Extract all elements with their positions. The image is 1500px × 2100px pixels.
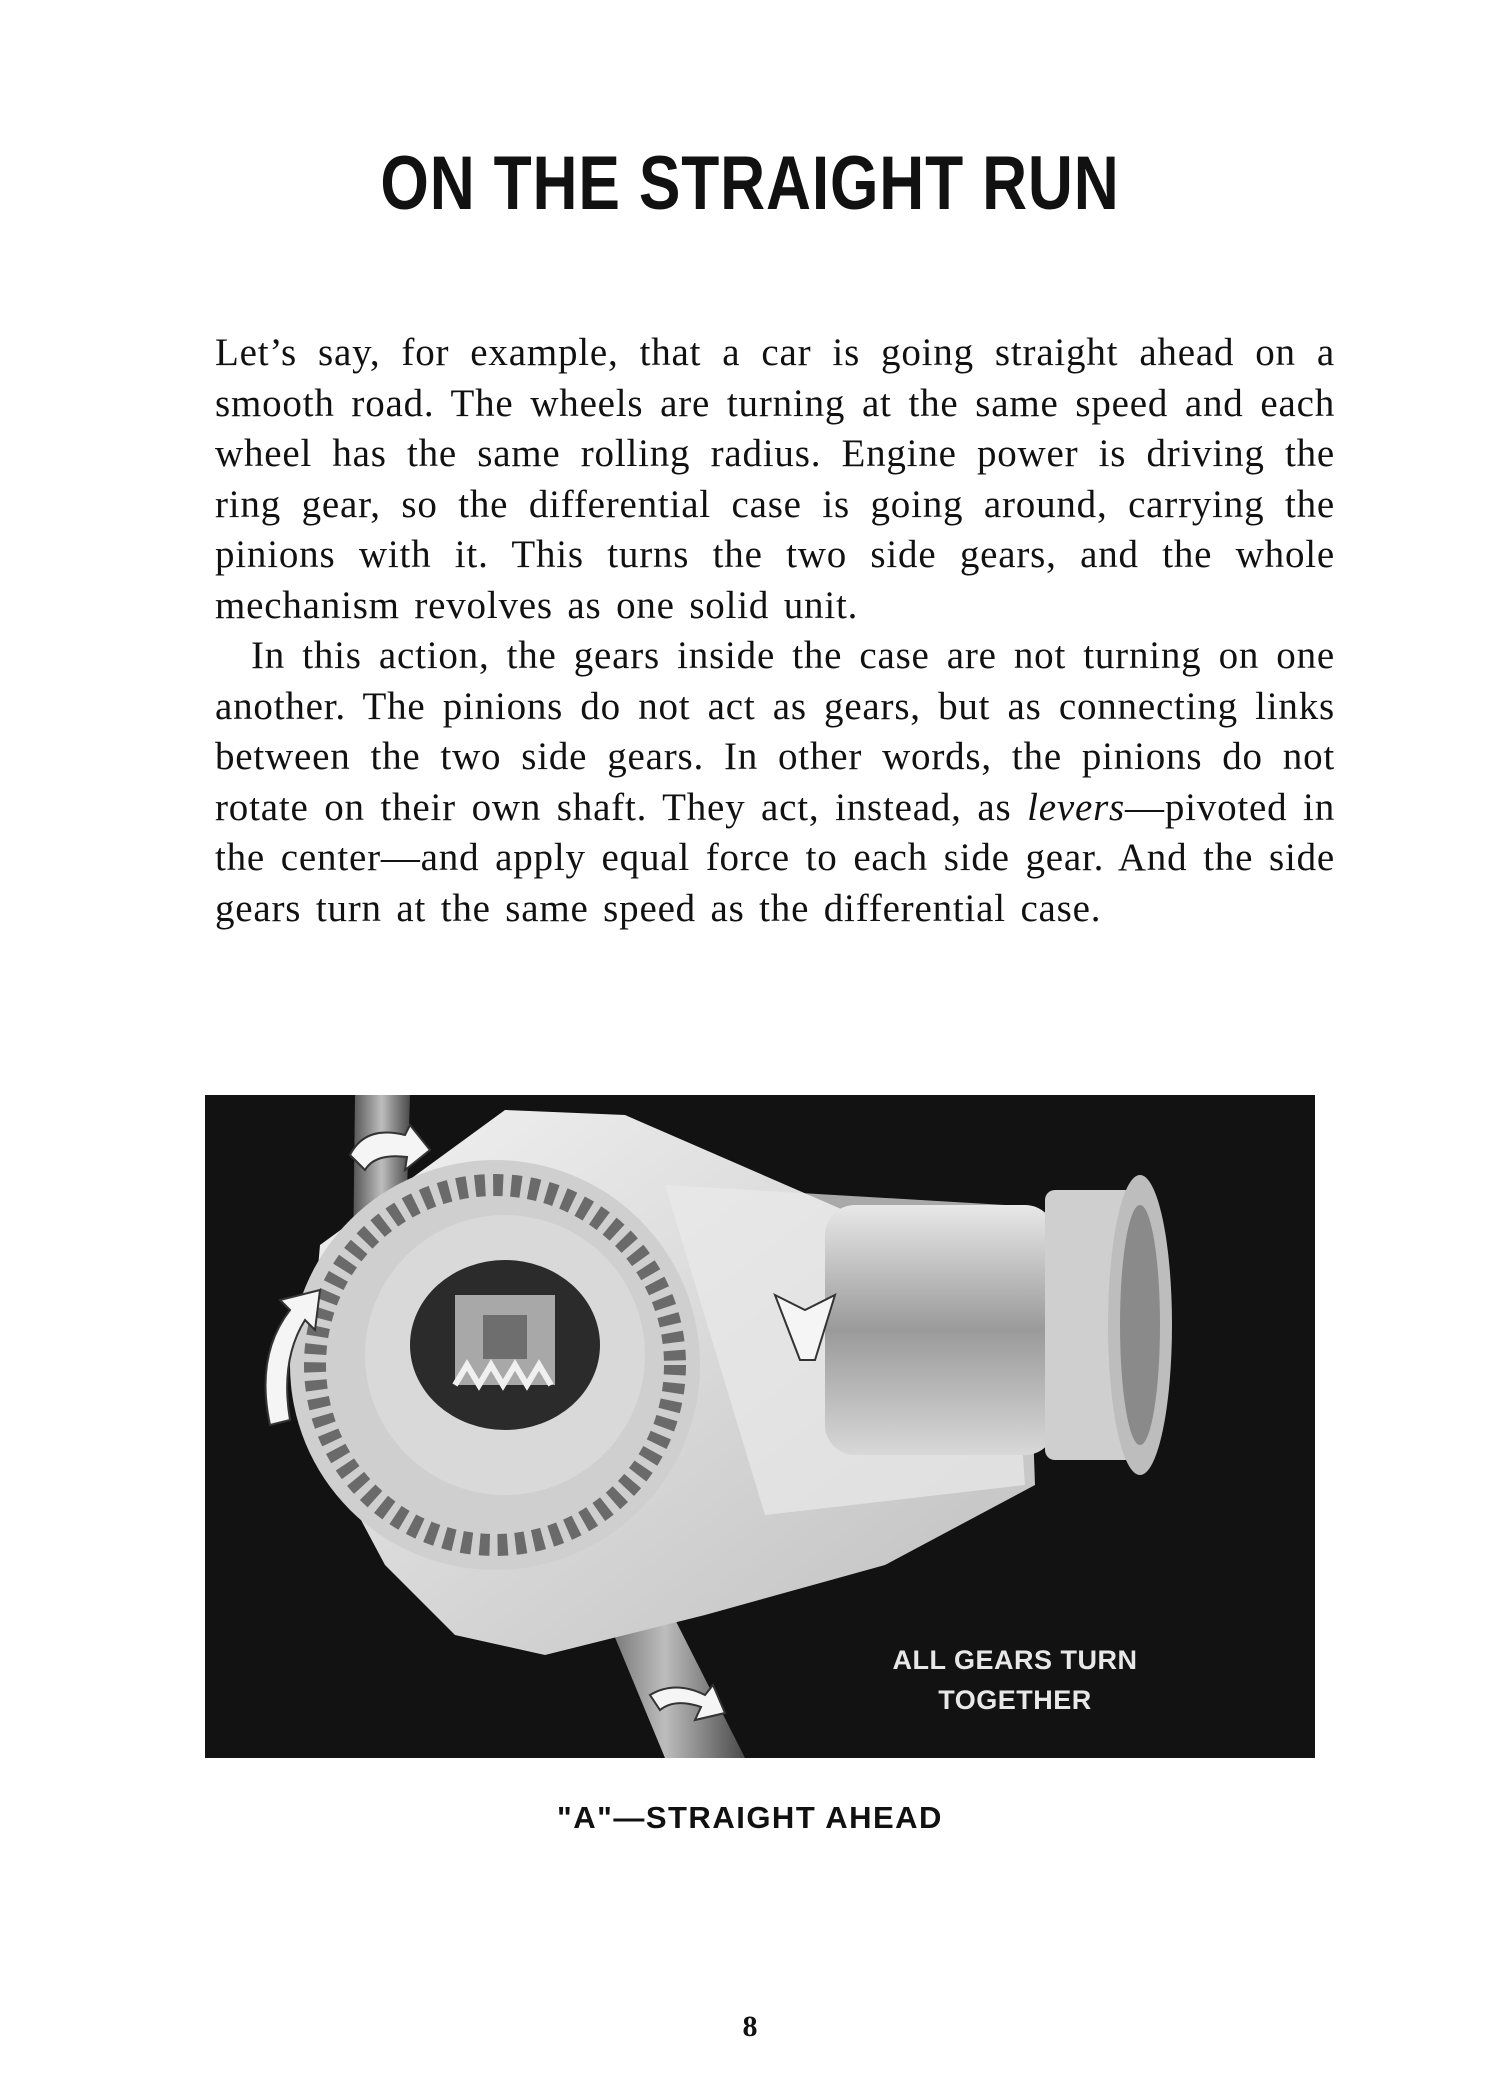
page-number: 8 — [742, 2010, 758, 2043]
paragraph-1: Let’s say, for example, that a car is going straight ahead on a smooth road. The wheels are turning at the same speed and each wheel has the same rolling radius. Engine power is driving the ring gear, so the differential case is going around, carrying the pinions with it. This turns the two side gears, and the whole mechanism revolves as one solid unit. — [215, 331, 1335, 627]
page-title: ON THE STRAIGHT RUN — [380, 141, 1120, 226]
photo-label-line-2: TOGETHER — [938, 1685, 1092, 1715]
figure-caption: "A"—STRAIGHT AHEAD — [557, 1800, 943, 1835]
body-text — [215, 328, 1335, 934]
photo-label — [845, 1640, 1185, 1720]
photo-label-line-1: ALL GEARS TURN — [892, 1645, 1138, 1675]
pinion-housing — [825, 1175, 1172, 1475]
paragraph-2-before: In this action, the gears inside the case are not turning on one another. The pinions do not act as gears, but as connecting links between the two side gears. In other words, the pinions do not rotate on their own shaft. They act, instead, as — [215, 634, 1335, 829]
paragraph-2-after: —pivoted in the center—and apply equal force to each side gear. And the side gears turn at the same speed as the differential case. — [215, 785, 1335, 930]
paragraph-2-emphasis: levers — [1027, 785, 1126, 829]
differential-case-window — [410, 1260, 600, 1430]
paragraph-2 — [215, 631, 1335, 934]
